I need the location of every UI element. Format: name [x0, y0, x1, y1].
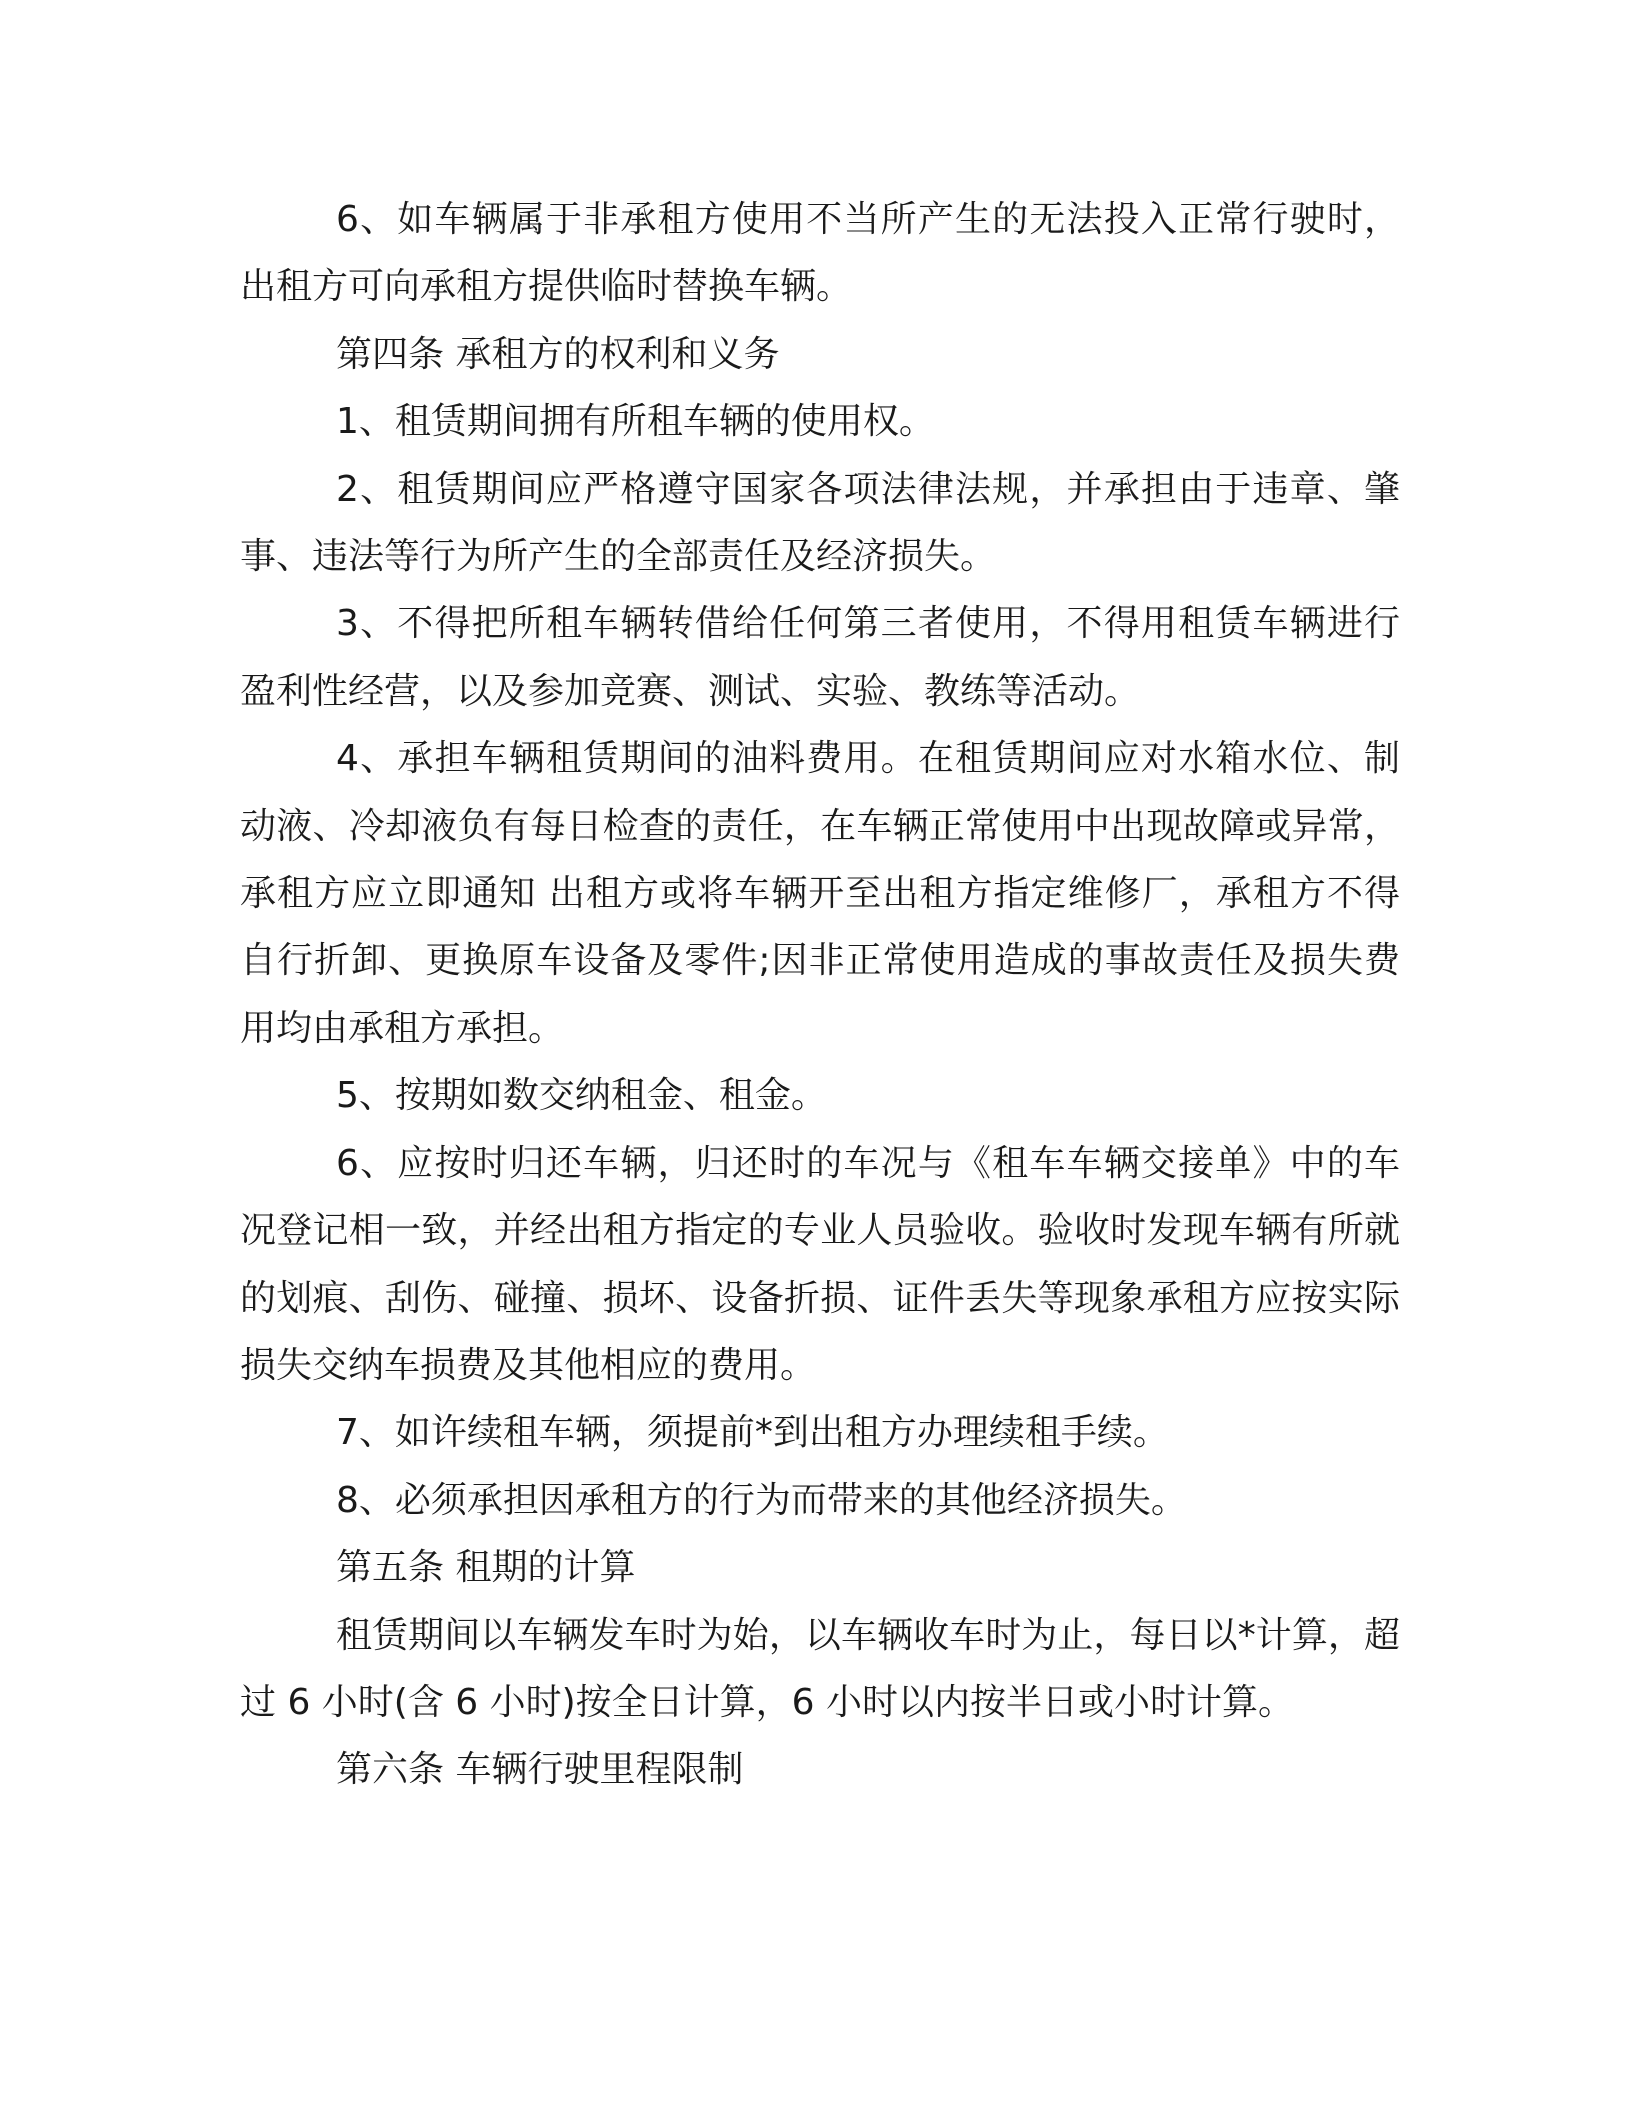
paragraph-article-4-item-6: 6、应按时归还车辆，归还时的车况与《租车车辆交接单》中的车况登记相一致，并经出租方指定的专业人员验收。验收时发现车辆有所就的划痕、刮伤、碰撞、损坏、设备折损、证件丢失等现象承租方应按实际损失交纳车损费及其他相应的费用。 [240, 1142, 1400, 1386]
paragraph-article-4-item-1: 1、租赁期间拥有所租车辆的使用权。 [336, 401, 935, 443]
document-body [240, 186, 1400, 1804]
paragraph-article-4-item-3: 3、不得把所租车辆转借给任何第三者使用，不得用租赁车辆进行盈利性经营，以及参加竞赛、测试、实验、教练等活动。 [240, 603, 1400, 712]
heading-article-4: 第四条 承租方的权利和义务 [336, 333, 780, 375]
paragraph-clause-3-item-6: 6、如车辆属于非承租方使用不当所产生的无法投入正常行驶时，出租方可向承租方提供临时替换车辆。 [240, 199, 1400, 308]
paragraph-article-4-item-5: 5、按期如数交纳租金、租金。 [336, 1075, 827, 1117]
heading-article-6: 第六条 车辆行驶里程限制 [336, 1749, 744, 1791]
paragraph-article-4-item-8: 8、必须承担因承租方的行为而带来的其他经济损失。 [336, 1479, 1187, 1521]
paragraph-article-4-item-4: 4、承担车辆租赁期间的油料费用。在租赁期间应对水箱水位、制动液、冷却液负有每日检查的责任，在车辆正常使用中出现故障或异常，承租方应立即通知 出租方或将车辆开至出租方指定维修厂，承租方不得自行折卸、更换原车设备及零件;因非正常使用造成的事故责任及损失费用均由承租方承担。 [240, 738, 1400, 1049]
paragraph-article-4-item-2: 2、租赁期间应严格遵守国家各项法律法规，并承担由于违章、肇事、违法等行为所产生的全部责任及经济损失。 [240, 468, 1400, 578]
paragraph-article-5-body: 租赁期间以车辆发车时为始，以车辆收车时为止，每日以*计算，超过 6 小时(含 6 小时)按全日计算，6 小时以内按半日或小时计算。 [240, 1614, 1400, 1723]
heading-article-5: 第五条 租期的计算 [336, 1547, 636, 1589]
paragraph-article-4-item-7: 7、如许续租车辆，须提前*到出租方办理续租手续。 [336, 1412, 1169, 1454]
